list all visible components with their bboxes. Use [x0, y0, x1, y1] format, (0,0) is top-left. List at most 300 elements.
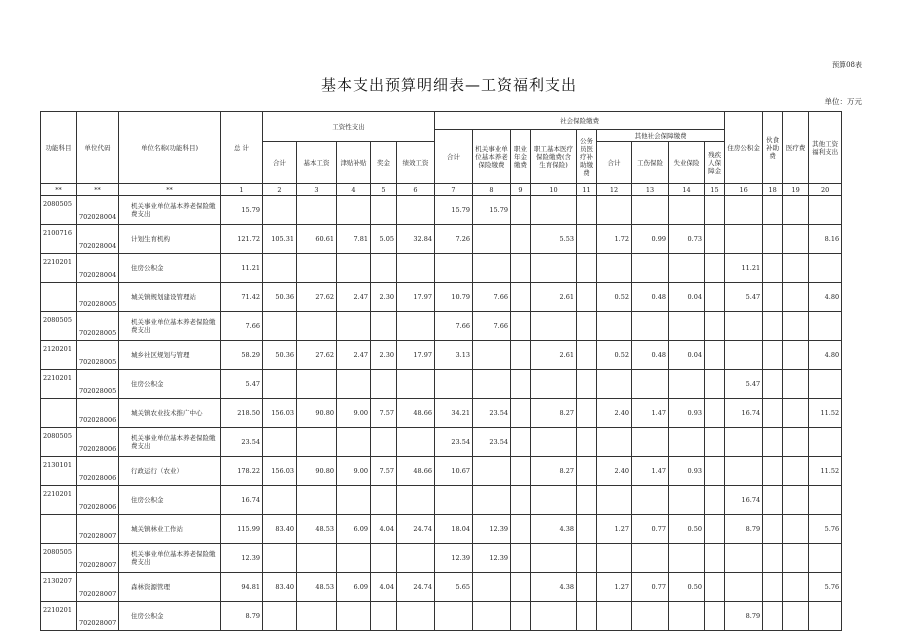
value-cell-meal: [763, 573, 783, 602]
value-cell-w-allow: 6.09: [337, 515, 371, 544]
value-cell-s-annuity: [511, 370, 531, 399]
header-social-civil: 公务员医疗补助缴费: [577, 130, 597, 184]
value-cell-s-civil: [577, 196, 597, 225]
value-cell-s-pension: [473, 341, 511, 370]
value-cell-total: 8.79: [221, 602, 263, 631]
value-cell-w-bonus: [371, 602, 397, 631]
unit-code-cell: 702028005: [77, 283, 119, 312]
value-cell-medical: [783, 341, 809, 370]
value-cell-w-perf: 48.66: [397, 399, 435, 428]
value-cell-o-unemp: 0.93: [669, 457, 705, 486]
value-cell-total: 58.29: [221, 341, 263, 370]
header-social-group: 社会保险缴费: [435, 112, 725, 130]
value-cell-medical: [783, 428, 809, 457]
value-cell-s-civil: [577, 486, 597, 515]
value-cell-w-allow: 6.09: [337, 573, 371, 602]
value-cell-s-pension: [473, 457, 511, 486]
header-total: 总 计: [221, 112, 263, 184]
value-cell-s-pension: 7.66: [473, 283, 511, 312]
value-cell-o-total: [597, 486, 632, 515]
value-cell-s-civil: [577, 515, 597, 544]
header-social-pension: 机关事业单位基本养老保险缴费: [473, 130, 511, 184]
value-cell-total: 23.54: [221, 428, 263, 457]
func-code-cell: 2080505: [41, 312, 77, 341]
value-cell-housing: 5.47: [725, 370, 763, 399]
value-cell-s-total: 23.54: [435, 428, 473, 457]
value-cell-s-civil: [577, 399, 597, 428]
func-code-cell: 2130101: [41, 457, 77, 486]
value-cell-w-total: [263, 544, 297, 573]
value-cell-s-medical: [531, 312, 577, 341]
value-cell-s-pension: [473, 370, 511, 399]
value-cell-w-bonus: 2.30: [371, 283, 397, 312]
value-cell-w-perf: [397, 254, 435, 283]
value-cell-o-disabled: [705, 254, 725, 283]
func-code-cell: [41, 515, 77, 544]
value-cell-total: 12.39: [221, 544, 263, 573]
table-row: [41, 254, 842, 283]
value-cell-w-perf: [397, 428, 435, 457]
value-cell-s-annuity: [511, 573, 531, 602]
value-cell-w-total: 50.36: [263, 283, 297, 312]
value-cell-w-basic: [297, 254, 337, 283]
value-cell-w-total: 105.31: [263, 225, 297, 254]
value-cell-s-annuity: [511, 457, 531, 486]
value-cell-w-allow: [337, 312, 371, 341]
value-cell-s-pension: [473, 225, 511, 254]
value-cell-total: 121.72: [221, 225, 263, 254]
value-cell-w-bonus: [371, 312, 397, 341]
header-wage-group: 工资性支出: [263, 112, 435, 142]
value-cell-s-civil: [577, 225, 597, 254]
unit-name-cell: 机关事业单位基本养老保险缴费支出: [119, 428, 221, 457]
value-cell-o-total: [597, 602, 632, 631]
column-index-cell: 14: [669, 184, 705, 196]
value-cell-meal: [763, 196, 783, 225]
column-index-cell: 19: [783, 184, 809, 196]
value-cell-s-total: [435, 602, 473, 631]
value-cell-s-pension: 12.39: [473, 544, 511, 573]
value-cell-w-perf: [397, 370, 435, 399]
value-cell-meal: [763, 254, 783, 283]
value-cell-medical: [783, 515, 809, 544]
func-code-cell: 2210201: [41, 486, 77, 515]
header-wage-bonus: 奖金: [371, 142, 397, 184]
table-row: [41, 428, 842, 457]
value-cell-o-total: 0.52: [597, 341, 632, 370]
value-cell-s-medical: 8.27: [531, 457, 577, 486]
value-cell-meal: [763, 602, 783, 631]
value-cell-o-unemp: [669, 370, 705, 399]
value-cell-o-disabled: [705, 457, 725, 486]
value-cell-meal: [763, 399, 783, 428]
value-cell-w-allow: [337, 486, 371, 515]
value-cell-w-bonus: [371, 486, 397, 515]
value-cell-total: 115.99: [221, 515, 263, 544]
value-cell-w-perf: [397, 486, 435, 515]
value-cell-w-bonus: 4.04: [371, 573, 397, 602]
column-index-cell: 7: [435, 184, 473, 196]
table-row: [41, 544, 842, 573]
value-cell-meal: [763, 283, 783, 312]
func-code-cell: [41, 283, 77, 312]
value-cell-w-allow: [337, 544, 371, 573]
value-cell-w-total: [263, 370, 297, 399]
value-cell-o-injury: 0.48: [632, 341, 669, 370]
func-code-cell: 2080505: [41, 196, 77, 225]
value-cell-total: 5.47: [221, 370, 263, 399]
func-code-cell: 2080505: [41, 428, 77, 457]
value-cell-housing: [725, 225, 763, 254]
header-unit-code: 单位代码: [77, 112, 119, 184]
value-cell-medical: [783, 225, 809, 254]
value-cell-meal: [763, 515, 783, 544]
value-cell-s-annuity: [511, 399, 531, 428]
value-cell-o-disabled: [705, 573, 725, 602]
header-wage-total: 合计: [263, 142, 297, 184]
value-cell-w-bonus: 7.57: [371, 399, 397, 428]
value-cell-s-medical: [531, 196, 577, 225]
value-cell-s-total: 3.13: [435, 341, 473, 370]
table-row: [41, 370, 842, 399]
header-meal: 伙食补助费: [763, 112, 783, 184]
value-cell-o-disabled: [705, 486, 725, 515]
value-cell-w-perf: [397, 602, 435, 631]
value-cell-other: [809, 370, 842, 399]
value-cell-medical: [783, 602, 809, 631]
column-index-cell: 11: [577, 184, 597, 196]
value-cell-s-annuity: [511, 341, 531, 370]
value-cell-o-disabled: [705, 544, 725, 573]
value-cell-s-annuity: [511, 312, 531, 341]
value-cell-o-injury: 0.48: [632, 283, 669, 312]
value-cell-s-total: 10.79: [435, 283, 473, 312]
value-cell-o-disabled: [705, 225, 725, 254]
value-cell-s-total: 34.21: [435, 399, 473, 428]
value-cell-w-bonus: [371, 196, 397, 225]
unit-code-cell: 702028004: [77, 254, 119, 283]
value-cell-s-annuity: [511, 428, 531, 457]
value-cell-w-basic: 60.61: [297, 225, 337, 254]
value-cell-other: [809, 428, 842, 457]
value-cell-s-civil: [577, 341, 597, 370]
column-index-cell: 12: [597, 184, 632, 196]
value-cell-o-disabled: [705, 370, 725, 399]
value-cell-o-unemp: [669, 486, 705, 515]
value-cell-other: [809, 196, 842, 225]
column-index-cell: 18: [763, 184, 783, 196]
value-cell-o-disabled: [705, 341, 725, 370]
column-index-cell: 15: [705, 184, 725, 196]
value-cell-o-disabled: [705, 196, 725, 225]
header-other-welfare: 其他工资福利支出: [809, 112, 842, 184]
value-cell-w-total: [263, 486, 297, 515]
value-cell-s-civil: [577, 457, 597, 486]
page-title: 基本支出预算明细表—工资福利支出: [320, 76, 577, 94]
value-cell-s-total: 18.04: [435, 515, 473, 544]
value-cell-w-basic: 27.62: [297, 341, 337, 370]
value-cell-s-pension: 23.54: [473, 399, 511, 428]
value-cell-s-civil: [577, 602, 597, 631]
value-cell-s-total: 7.26: [435, 225, 473, 254]
value-cell-other: [809, 254, 842, 283]
unit-name-cell: 机关事业单位基本养老保险缴费支出: [119, 312, 221, 341]
header-wage-allowance: 津贴补贴: [337, 142, 371, 184]
column-index-cell: 20: [809, 184, 842, 196]
value-cell-w-allow: [337, 370, 371, 399]
value-cell-s-pension: 23.54: [473, 428, 511, 457]
value-cell-o-total: [597, 370, 632, 399]
value-cell-w-basic: 90.80: [297, 457, 337, 486]
value-cell-s-civil: [577, 428, 597, 457]
value-cell-s-annuity: [511, 602, 531, 631]
value-cell-s-medical: [531, 544, 577, 573]
value-cell-s-pension: [473, 573, 511, 602]
value-cell-s-medical: 5.53: [531, 225, 577, 254]
header-housing: 住房公积金: [725, 112, 763, 184]
value-cell-o-injury: [632, 486, 669, 515]
table-row: [41, 196, 842, 225]
column-index-cell: 2: [263, 184, 297, 196]
func-code-cell: [41, 399, 77, 428]
header-wage-basic: 基本工资: [297, 142, 337, 184]
value-cell-s-medical: [531, 370, 577, 399]
unit-name-cell: 森林资源管理: [119, 573, 221, 602]
value-cell-w-allow: [337, 196, 371, 225]
value-cell-w-basic: [297, 602, 337, 631]
value-cell-total: 178.22: [221, 457, 263, 486]
value-cell-w-basic: [297, 312, 337, 341]
unit-code-cell: 702028005: [77, 312, 119, 341]
value-cell-other: 8.16: [809, 225, 842, 254]
value-cell-w-bonus: 5.05: [371, 225, 397, 254]
table-row: [41, 486, 842, 515]
value-cell-s-medical: 2.61: [531, 341, 577, 370]
value-cell-o-unemp: [669, 196, 705, 225]
value-cell-w-bonus: 2.30: [371, 341, 397, 370]
value-cell-s-annuity: [511, 283, 531, 312]
column-index-cell: 5: [371, 184, 397, 196]
value-cell-other: 5.76: [809, 515, 842, 544]
value-cell-w-allow: [337, 428, 371, 457]
value-cell-w-total: [263, 602, 297, 631]
table-row: [41, 312, 842, 341]
value-cell-medical: [783, 196, 809, 225]
value-cell-w-total: [263, 312, 297, 341]
value-cell-o-injury: 0.99: [632, 225, 669, 254]
value-cell-housing: [725, 457, 763, 486]
value-cell-w-total: 50.36: [263, 341, 297, 370]
value-cell-s-medical: 2.61: [531, 283, 577, 312]
unit-code-cell: 702028005: [77, 370, 119, 399]
value-cell-s-medical: [531, 602, 577, 631]
func-code-cell: 2100716: [41, 225, 77, 254]
unit-name-cell: 城关镇农业技术推广中心: [119, 399, 221, 428]
value-cell-s-annuity: [511, 515, 531, 544]
value-cell-o-total: [597, 428, 632, 457]
value-cell-w-total: 156.03: [263, 399, 297, 428]
value-cell-s-pension: 15.79: [473, 196, 511, 225]
value-cell-o-unemp: [669, 602, 705, 631]
unit-name-cell: 机关事业单位基本养老保险缴费支出: [119, 544, 221, 573]
value-cell-w-perf: [397, 312, 435, 341]
value-cell-housing: 11.21: [725, 254, 763, 283]
unit-name-cell: 住房公积金: [119, 486, 221, 515]
value-cell-meal: [763, 544, 783, 573]
header-other-social-group: 其他社会保障缴费: [597, 130, 725, 142]
value-cell-o-total: 1.27: [597, 515, 632, 544]
value-cell-s-medical: [531, 254, 577, 283]
unit-name-cell: 住房公积金: [119, 370, 221, 399]
value-cell-other: 11.52: [809, 399, 842, 428]
value-cell-s-pension: [473, 254, 511, 283]
column-index-cell: 13: [632, 184, 669, 196]
unit-code-cell: 702028004: [77, 225, 119, 254]
value-cell-w-basic: 48.53: [297, 573, 337, 602]
value-cell-w-basic: [297, 486, 337, 515]
value-cell-o-injury: [632, 428, 669, 457]
column-index-cell: 3: [297, 184, 337, 196]
header-unit-name: 单位名称(功能科目): [119, 112, 221, 184]
value-cell-s-civil: [577, 312, 597, 341]
value-cell-o-injury: [632, 312, 669, 341]
value-cell-housing: 8.79: [725, 602, 763, 631]
unit-code-cell: 702028006: [77, 486, 119, 515]
unit-label: 单位：万元: [824, 97, 862, 106]
value-cell-w-perf: [397, 544, 435, 573]
value-cell-w-basic: [297, 196, 337, 225]
value-cell-w-total: 83.40: [263, 515, 297, 544]
value-cell-s-pension: [473, 486, 511, 515]
value-cell-w-bonus: [371, 428, 397, 457]
value-cell-s-annuity: [511, 544, 531, 573]
table-row: [41, 283, 842, 312]
value-cell-o-injury: [632, 254, 669, 283]
table-row: [41, 573, 842, 602]
value-cell-total: 16.74: [221, 486, 263, 515]
value-cell-o-injury: 0.77: [632, 515, 669, 544]
value-cell-s-pension: 7.66: [473, 312, 511, 341]
value-cell-o-unemp: 0.04: [669, 283, 705, 312]
value-cell-w-allow: 2.47: [337, 283, 371, 312]
func-code-cell: 2210201: [41, 254, 77, 283]
unit-code-cell: 702028007: [77, 515, 119, 544]
unit-code-cell: 702028005: [77, 341, 119, 370]
value-cell-s-medical: 4.38: [531, 515, 577, 544]
unit-name-cell: 住房公积金: [119, 602, 221, 631]
value-cell-meal: [763, 341, 783, 370]
value-cell-s-total: 7.66: [435, 312, 473, 341]
value-cell-s-medical: 4.38: [531, 573, 577, 602]
value-cell-w-basic: 90.80: [297, 399, 337, 428]
value-cell-medical: [783, 573, 809, 602]
unit-name-cell: 机关事业单位基本养老保险缴费支出: [119, 196, 221, 225]
func-code-cell: 2210201: [41, 370, 77, 399]
value-cell-meal: [763, 225, 783, 254]
func-code-cell: 2130207: [41, 573, 77, 602]
value-cell-o-total: [597, 196, 632, 225]
value-cell-meal: [763, 486, 783, 515]
header-other-social-disabled: 残疾人保障金: [705, 142, 725, 184]
unit-code-cell: 702028007: [77, 544, 119, 573]
value-cell-w-perf: 24.74: [397, 515, 435, 544]
unit-code-cell: 702028007: [77, 602, 119, 631]
value-cell-s-total: 12.39: [435, 544, 473, 573]
value-cell-w-basic: 27.62: [297, 283, 337, 312]
value-cell-total: 94.81: [221, 573, 263, 602]
header-social-medical: 职工基本医疗保险缴费(含生育保险): [531, 130, 577, 184]
value-cell-o-unemp: [669, 544, 705, 573]
value-cell-o-disabled: [705, 312, 725, 341]
column-index-cell: **: [41, 184, 77, 196]
value-cell-w-perf: 48.66: [397, 457, 435, 486]
value-cell-other: 4.80: [809, 283, 842, 312]
header-func-code: 功能科目: [41, 112, 77, 184]
value-cell-s-total: [435, 486, 473, 515]
header-other-social-unemployment: 失业保险: [669, 142, 705, 184]
value-cell-w-allow: [337, 254, 371, 283]
value-cell-housing: 16.74: [725, 486, 763, 515]
value-cell-other: 5.76: [809, 573, 842, 602]
table-row: [41, 225, 842, 254]
value-cell-s-total: [435, 370, 473, 399]
value-cell-o-total: [597, 544, 632, 573]
value-cell-w-basic: [297, 370, 337, 399]
value-cell-o-total: 2.40: [597, 399, 632, 428]
header-medical: 医疗费: [783, 112, 809, 184]
value-cell-s-civil: [577, 573, 597, 602]
value-cell-s-annuity: [511, 486, 531, 515]
value-cell-w-total: 156.03: [263, 457, 297, 486]
value-cell-w-total: [263, 428, 297, 457]
value-cell-o-injury: 1.47: [632, 457, 669, 486]
unit-name-cell: 城乡社区规划与管理: [119, 341, 221, 370]
column-index-cell: 6: [397, 184, 435, 196]
value-cell-o-injury: [632, 196, 669, 225]
value-cell-w-perf: 24.74: [397, 573, 435, 602]
unit-name-cell: 计划生育机构: [119, 225, 221, 254]
value-cell-s-total: 15.79: [435, 196, 473, 225]
value-cell-medical: [783, 544, 809, 573]
value-cell-s-pension: 12.39: [473, 515, 511, 544]
value-cell-w-perf: 17.97: [397, 283, 435, 312]
value-cell-o-injury: [632, 602, 669, 631]
value-cell-medical: [783, 457, 809, 486]
header-social-total: 合计: [435, 130, 473, 184]
value-cell-housing: [725, 544, 763, 573]
value-cell-housing: [725, 428, 763, 457]
column-index-cell: 16: [725, 184, 763, 196]
value-cell-total: 7.66: [221, 312, 263, 341]
value-cell-o-unemp: 0.93: [669, 399, 705, 428]
func-code-cell: 2120201: [41, 341, 77, 370]
header-wage-performance: 绩效工资: [397, 142, 435, 184]
value-cell-o-disabled: [705, 399, 725, 428]
value-cell-other: [809, 602, 842, 631]
value-cell-meal: [763, 370, 783, 399]
value-cell-o-unemp: 0.50: [669, 573, 705, 602]
column-index-cell: 1: [221, 184, 263, 196]
column-index-cell: 8: [473, 184, 511, 196]
value-cell-s-annuity: [511, 254, 531, 283]
value-cell-w-bonus: 7.57: [371, 457, 397, 486]
value-cell-w-basic: 48.53: [297, 515, 337, 544]
value-cell-w-perf: 32.84: [397, 225, 435, 254]
value-cell-housing: [725, 312, 763, 341]
value-cell-o-unemp: [669, 254, 705, 283]
value-cell-medical: [783, 370, 809, 399]
value-cell-o-unemp: [669, 428, 705, 457]
